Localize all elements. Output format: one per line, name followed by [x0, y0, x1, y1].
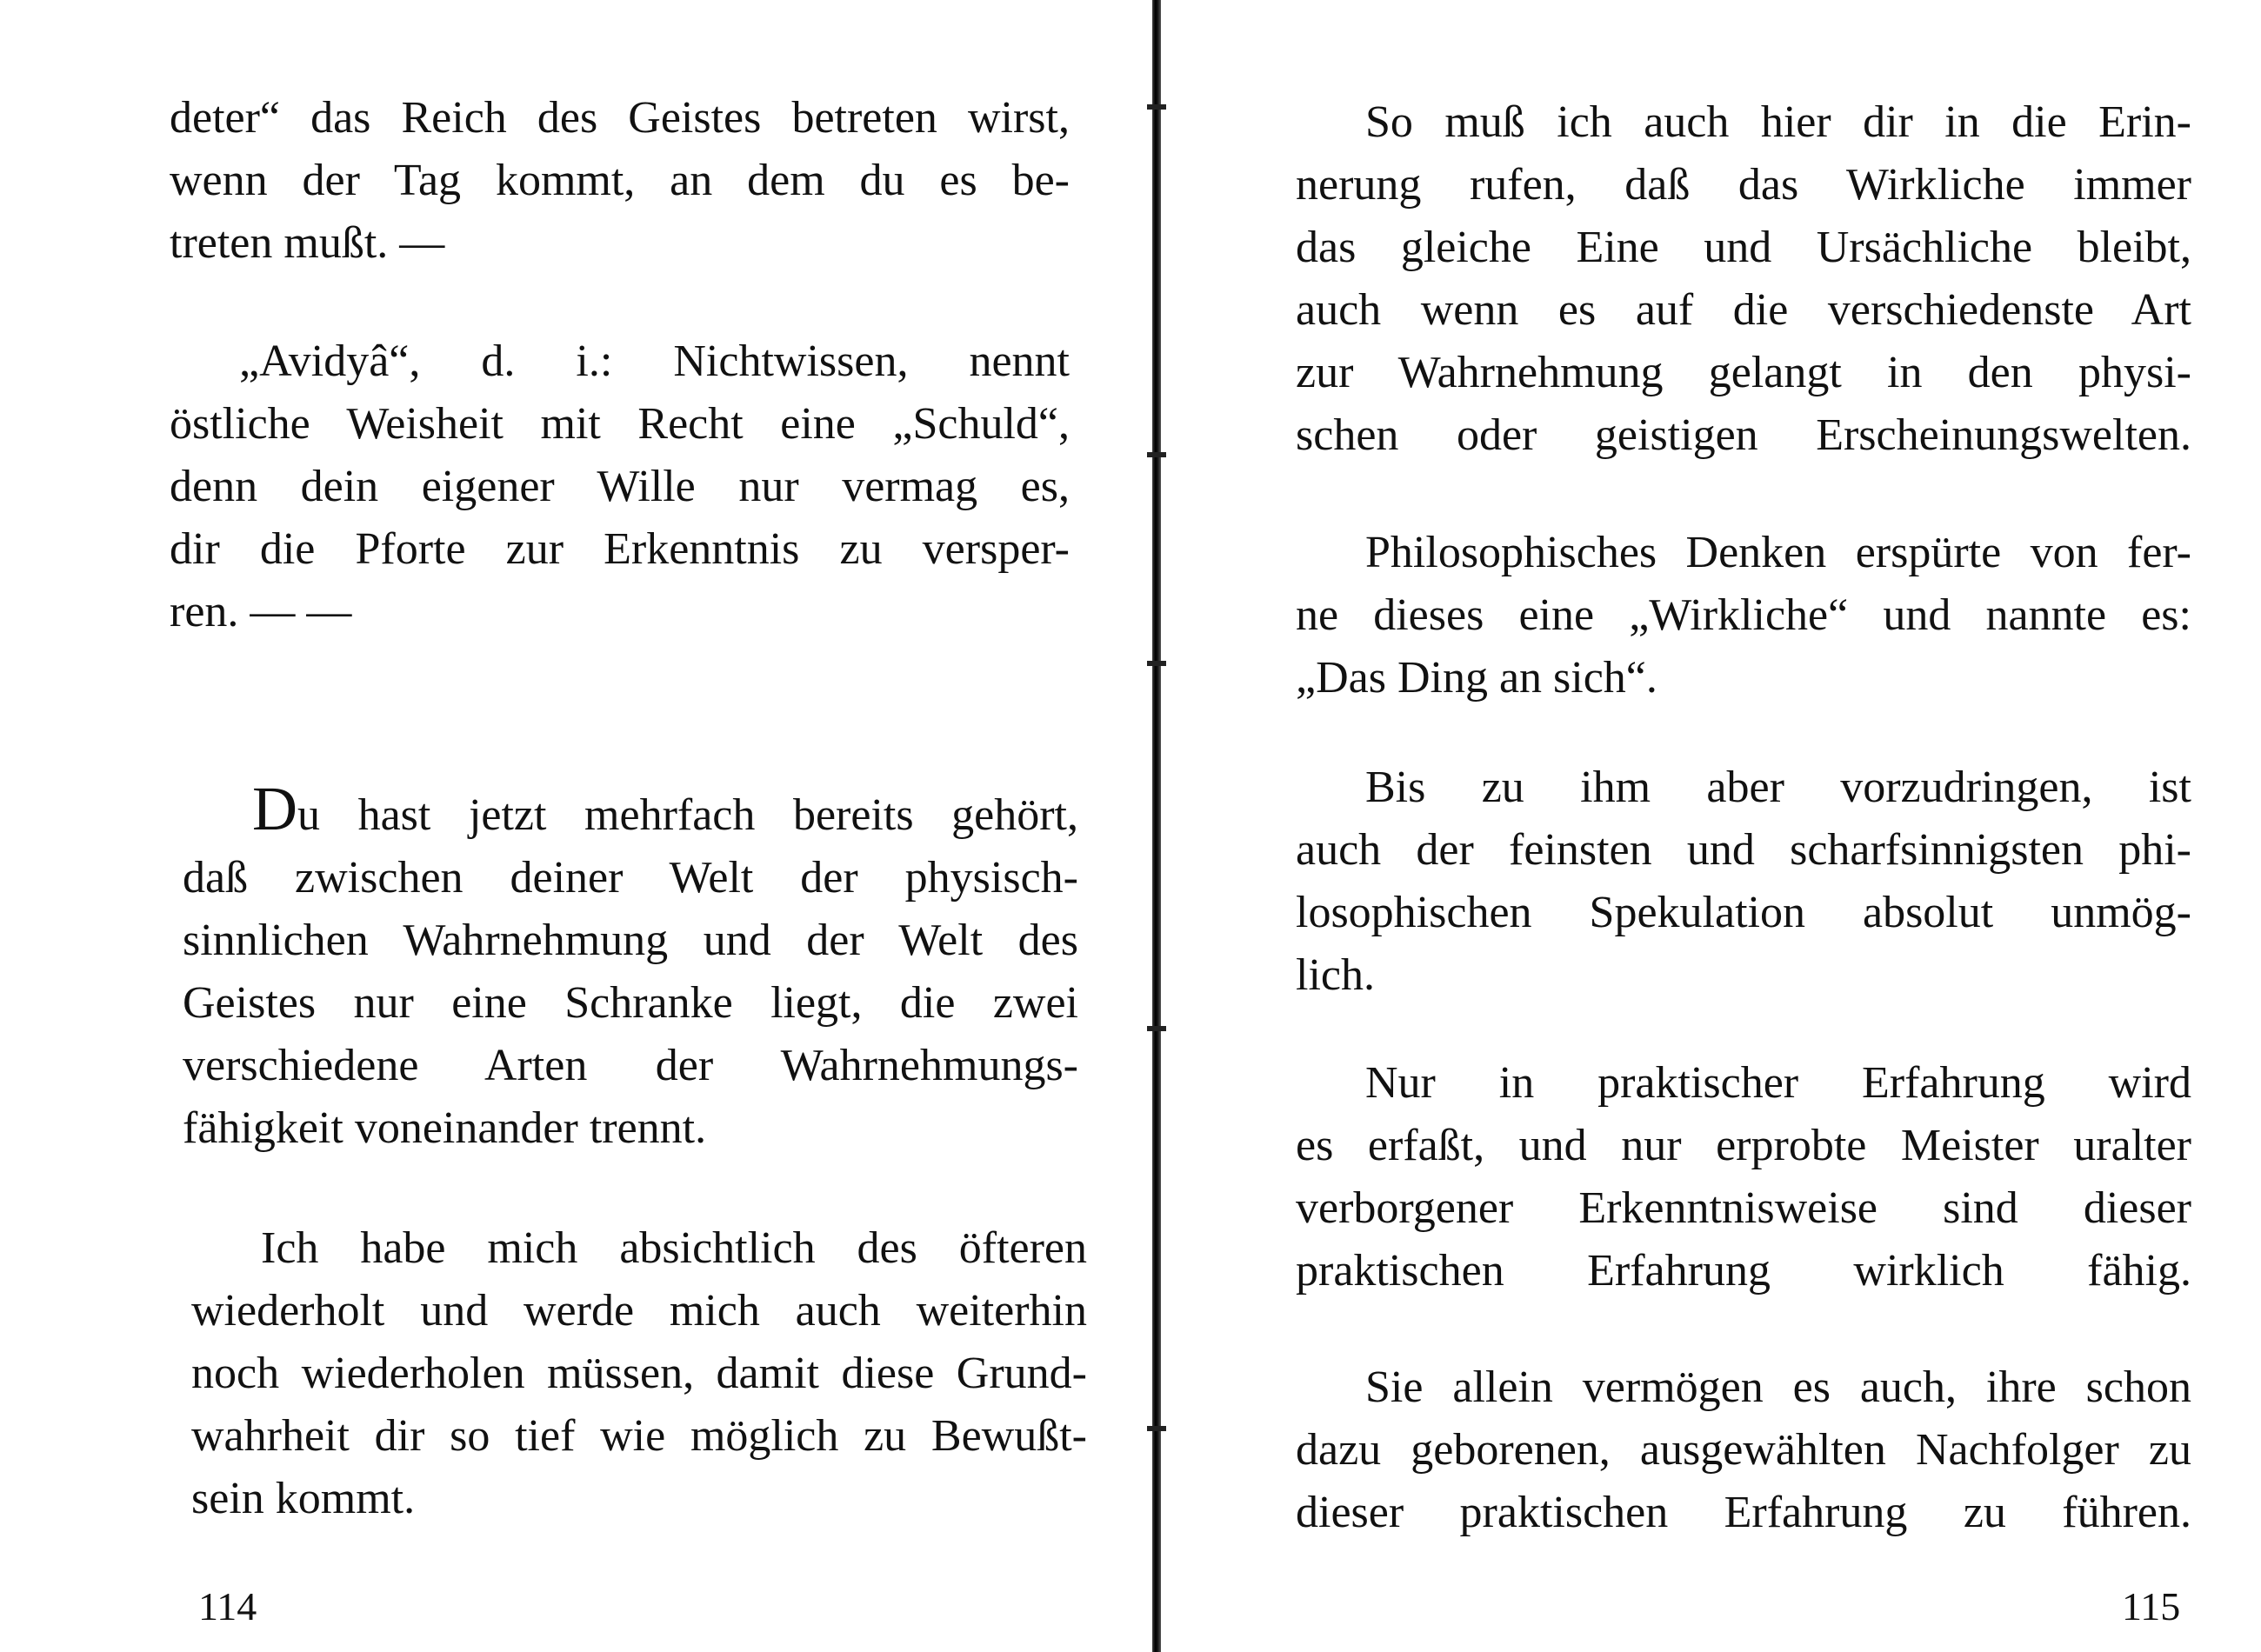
binding-fray [1147, 1426, 1166, 1431]
dropcap-letter: D [252, 774, 297, 843]
right-paragraph-2 [1296, 522, 2191, 709]
binding-fray [1147, 661, 1166, 666]
binding-fray [1147, 1026, 1166, 1031]
text-line: u hast jetzt mehrfach bereits gehört, [297, 790, 1078, 840]
text-line: sinnlichen Wahrnehmung und der Welt des [183, 916, 1078, 965]
text-line: Philosophisches Denken erspürte von fer- [1365, 528, 2191, 577]
text-line: Ich habe mich absichtlich des öfteren [261, 1223, 1087, 1273]
text-line: verborgener Erkenntnisweise sind dieser [1296, 1183, 2191, 1233]
left-paragraph-2 [170, 330, 1070, 643]
text-line: östliche Weisheit mit Recht eine „Schuld“, [170, 399, 1070, 449]
binding-fray [1147, 452, 1166, 457]
text-line: auch wenn es auf die verschiedenste Art [1296, 285, 2191, 335]
text-line: denn dein eigener Wille nur vermag es, [170, 462, 1070, 511]
book-gutter [1144, 0, 1170, 1652]
text-line: „Avidyâ“, d. i.: Nichtwissen, nennt [239, 336, 1070, 386]
left-paragraph-1 [170, 87, 1070, 275]
text-line: So muß ich auch hier dir in die Erin- [1365, 97, 2191, 147]
text-line: schen oder geistigen Erscheinungswelten. [1296, 410, 2191, 460]
text-line: lich. [1296, 950, 1375, 1000]
right-paragraph-4 [1296, 1052, 2191, 1302]
text-line: „Das Ding an sich“. [1296, 653, 1657, 703]
text-line: Bis zu ihm aber vorzudringen, ist [1365, 763, 2191, 812]
text-line: Geistes nur eine Schranke liegt, die zwei [183, 978, 1078, 1028]
text-line: noch wiederholen müssen, damit diese Grund- [191, 1349, 1087, 1398]
text-line: ne dieses eine „Wirkliche“ und nannte es: [1296, 590, 2191, 640]
text-line: fähigkeit voneinander trennt. [183, 1103, 707, 1153]
text-line: losophischen Spekulation absolut unmög- [1296, 888, 2191, 937]
text-line: dir die Pforte zur Erkenntnis zu versper- [170, 524, 1070, 574]
text-line: ren. — — [170, 587, 352, 636]
text-line: Sie allein vermögen es auch, ihre schon [1365, 1362, 2191, 1412]
page-number-left: 114 [198, 1584, 257, 1629]
text-line: treten mußt. — [170, 218, 445, 268]
text-line: verschiedene Arten der Wahrnehmungs- [183, 1041, 1078, 1090]
text-line: dieser praktischen Erfahrung zu führen. [1296, 1488, 2191, 1537]
text-line: Nur in praktischer Erfahrung wird [1365, 1058, 2191, 1108]
text-line: dazu geborenen, ausgewählten Nachfolger zu [1296, 1425, 2191, 1475]
text-line: wenn der Tag kommt, an dem du es be- [170, 156, 1070, 205]
text-line-with-dropcap [183, 774, 1078, 847]
left-paragraph-4 [191, 1217, 1087, 1530]
text-line: nerung rufen, daß das Wirkliche immer [1296, 160, 2191, 210]
left-paragraph-3 [183, 774, 1078, 1160]
right-page [1183, 0, 2261, 1652]
right-paragraph-5 [1296, 1356, 2191, 1544]
page-number-right: 115 [2122, 1584, 2181, 1629]
text-line: das gleiche Eine und Ursächliche bleibt, [1296, 223, 2191, 272]
binding-shadow [1152, 0, 1161, 1652]
text-line: es erfaßt, und nur erprobte Meister uralter [1296, 1121, 2191, 1170]
right-paragraph-1 [1296, 91, 2191, 467]
text-line: zur Wahrnehmung gelangt in den physi- [1296, 348, 2191, 397]
text-line: auch der feinsten und scharfsinnigsten phi- [1296, 825, 2191, 875]
right-paragraph-3 [1296, 756, 2191, 1007]
text-line: praktischen Erfahrung wirklich fähig. [1296, 1246, 2191, 1296]
binding-fray [1147, 104, 1166, 110]
text-line: wiederholt und werde mich auch weiterhin [191, 1286, 1087, 1336]
text-line: daß zwischen deiner Welt der physisch- [183, 853, 1078, 903]
text-line: sein kommt. [191, 1474, 416, 1523]
text-line: deter“ das Reich des Geistes betreten wirst, [170, 93, 1070, 143]
text-line: wahrheit dir so tief wie möglich zu Bewußt- [191, 1411, 1087, 1461]
